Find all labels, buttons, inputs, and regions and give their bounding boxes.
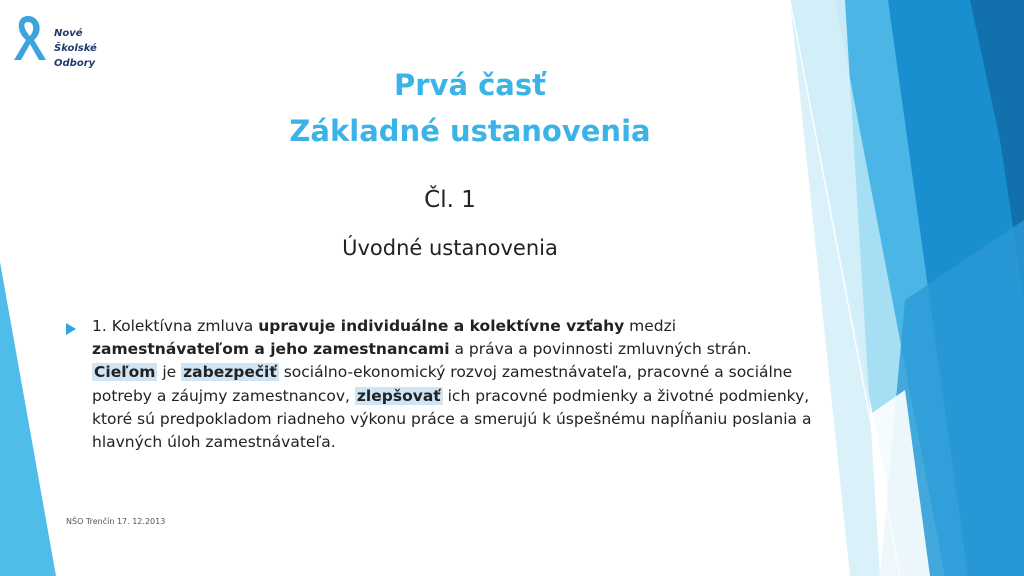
logo-line-3: Odbory xyxy=(54,58,96,69)
text-span: je xyxy=(157,363,182,382)
section-heading: Úvodné ustanovenia xyxy=(342,236,558,260)
logo-text xyxy=(54,26,97,71)
footer-text: NŠO Trenčín 17. 12.2013 xyxy=(66,517,166,526)
text-span: a práva a povinnosti zmluvných strán. xyxy=(449,340,752,359)
text-span: sociálno-ekonomický rozvoj zamestnávateľa, pracovné a sociálne potreby a záujmy zamestnancov, xyxy=(92,363,793,405)
logo-line-1: Nové xyxy=(54,28,83,39)
text-span: medzi xyxy=(624,317,677,335)
article-heading: Čl. 1 xyxy=(424,187,476,213)
ribbon-logo-icon xyxy=(8,12,48,64)
bold-span: zamestnávateľom a jeho zamestnancami xyxy=(92,340,450,359)
logo-line-2: Školské xyxy=(54,43,97,54)
left-triangle-shape xyxy=(0,262,56,576)
body-paragraph xyxy=(92,315,814,454)
highlight-span: zlepšovať xyxy=(356,386,441,405)
bold-span: upravuje individuálne a kolektívne vzťahy xyxy=(258,317,625,335)
highlight-span: Cieľom xyxy=(94,363,156,382)
title-line-1: Prvá časť xyxy=(393,68,546,102)
title-line-2: Základné ustanovenia xyxy=(289,114,651,148)
bullet-arrow-icon xyxy=(66,323,76,335)
text-span: 1. Kolektívna zmluva xyxy=(92,317,259,335)
slide-title xyxy=(140,62,800,154)
highlight-span: zabezpečiť xyxy=(183,363,277,382)
text-span: ich pracovné podmienky a životné podmienky, ktoré sú predpokladom riadneho výkonu práce a smerujú k úspešnému napĺňaniu poslania a hlavných úloh zamestnávateľa. xyxy=(92,386,812,452)
logo xyxy=(8,12,118,68)
